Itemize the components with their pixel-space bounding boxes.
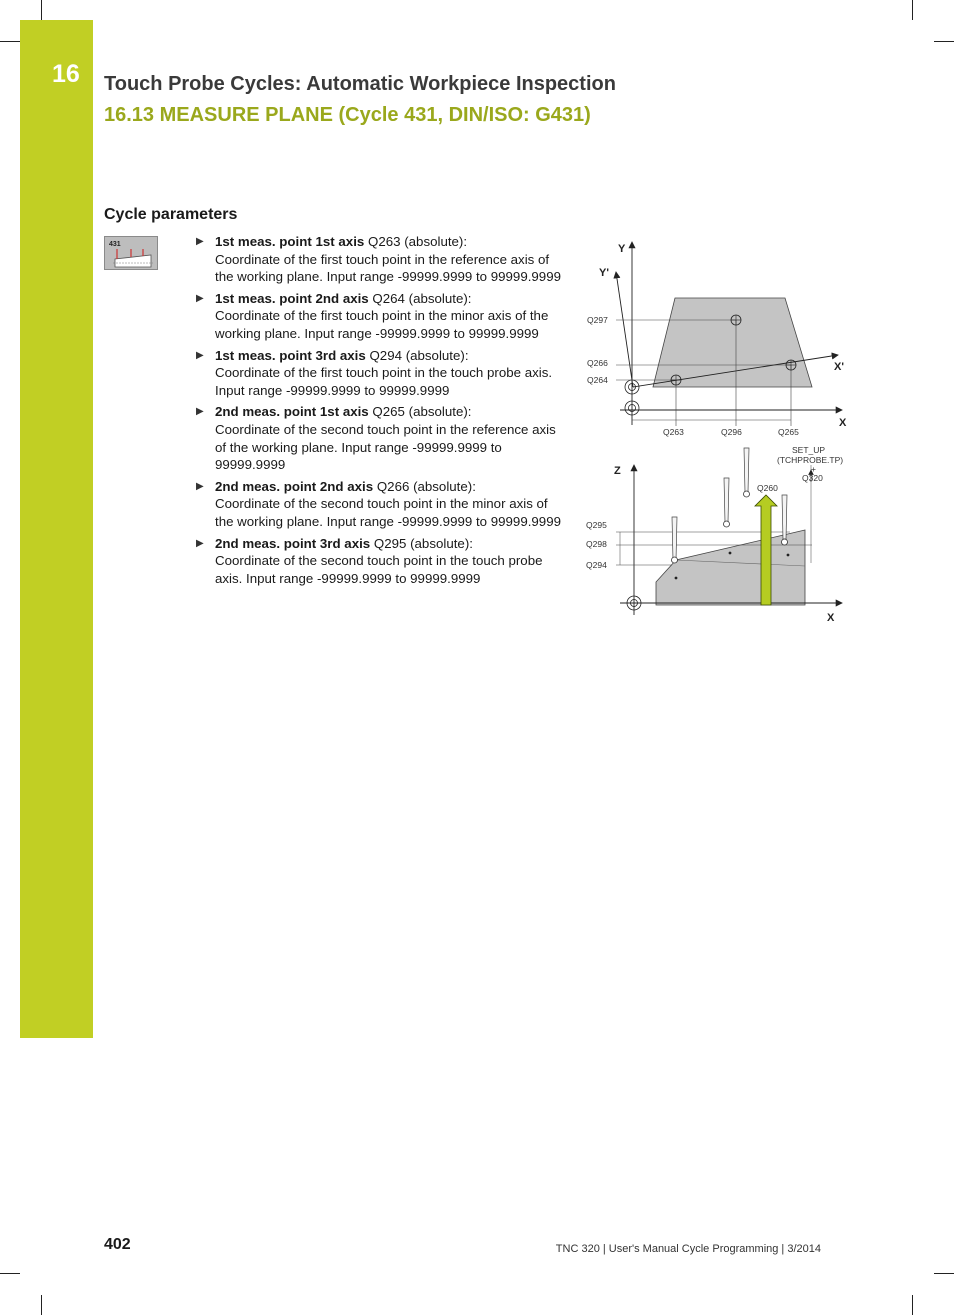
param-code: Q264 (absolute): — [372, 290, 472, 306]
tchprobe-label: (TCHPROBE.TP) — [777, 455, 844, 465]
bullet-arrow-icon: ▶ — [196, 537, 204, 549]
bullet-arrow-icon: ▶ — [196, 480, 204, 492]
bullet-arrow-icon: ▶ — [196, 236, 204, 247]
param-item — [196, 347, 561, 400]
q298-label: Q298 — [586, 539, 607, 549]
q296-label: Q296 — [721, 427, 742, 437]
param-desc: Coordinate of the second touch point in the minor axis of the working plane. Input range -99999.9999 to 99999.9999 — [215, 496, 561, 529]
top-view — [587, 242, 847, 437]
param-code: Q263 (absolute): — [368, 234, 468, 249]
param-code: Q266 (absolute): — [376, 478, 476, 494]
z-axis-label: Z — [614, 465, 621, 477]
q264-label: Q264 — [587, 375, 608, 385]
y-prime-label: Y' — [599, 267, 609, 279]
param-name: 2nd meas. point 1st axis — [215, 404, 369, 420]
param-item — [196, 233, 561, 286]
probe-stylus — [744, 448, 749, 492]
y-axis-label: Y — [618, 243, 626, 255]
probe-stylus — [782, 495, 787, 539]
q265-label: Q265 — [778, 427, 799, 437]
q320-label: Q320 — [802, 473, 823, 483]
crop-mark — [934, 1273, 954, 1274]
chapter-title: Touch Probe Cycles: Automatic Workpiece Inspection — [104, 73, 616, 95]
bullet-arrow-icon: ▶ — [196, 349, 204, 361]
param-desc: Coordinate of the first touch point in the touch probe axis. Input range -99999.9999 to 99999.9999 — [215, 365, 553, 398]
setup-label: SET_UP — [792, 445, 826, 455]
param-name: 1st meas. point 2nd axis — [215, 290, 369, 306]
param-item — [196, 290, 561, 343]
crop-mark — [912, 1295, 913, 1315]
crop-mark — [912, 0, 913, 20]
crop-mark — [0, 1273, 20, 1274]
param-name: 2nd meas. point 2nd axis — [215, 478, 374, 494]
bullet-arrow-icon: ▶ — [196, 406, 204, 418]
q260-label: Q260 — [757, 483, 778, 493]
page-number: 402 — [104, 1236, 131, 1253]
chapter-sidebar — [20, 20, 93, 1038]
param-item — [196, 478, 561, 531]
parameter-list — [196, 233, 561, 591]
x-prime-label: X' — [834, 361, 844, 373]
side-view — [586, 445, 843, 624]
param-desc: Coordinate of the first touch point in the minor axis of the working plane. Input range -99999.9999 to 99999.9999 — [215, 308, 549, 341]
param-name: 2nd meas. point 3rd axis — [215, 535, 371, 551]
param-desc: Coordinate of the second touch point in the touch probe axis. Input range -99999.9999 to 99999.9999 — [215, 553, 543, 586]
param-desc: Coordinate of the second touch point in the reference axis of the working plane. Input range -99999.9999 to 99999.9999 — [215, 421, 556, 473]
q294-label: Q294 — [586, 560, 607, 570]
q295-label: Q295 — [586, 520, 607, 530]
param-item — [196, 535, 561, 588]
param-code: Q294 (absolute): — [369, 347, 469, 363]
probe-stylus — [672, 517, 677, 560]
crop-mark — [41, 1295, 42, 1315]
cycle-431-diagram — [580, 230, 860, 630]
q263-label: Q263 — [663, 427, 684, 437]
param-code: Q295 (absolute): — [373, 535, 473, 551]
x-axis-label: X — [827, 612, 835, 624]
param-item — [196, 403, 561, 473]
cycle-431-icon — [104, 236, 158, 270]
param-code: Q265 (absolute): — [372, 404, 472, 420]
probe-stylus — [724, 478, 729, 522]
chapter-number: 16 — [52, 60, 80, 88]
crop-mark — [41, 0, 42, 20]
icon-label: 431 — [109, 241, 121, 248]
param-desc: Coordinate of the first touch point in the reference axis of the working plane. Input range -99999.9999 to 99999.9999 — [215, 251, 561, 285]
q266-label: Q266 — [587, 358, 608, 368]
section-title: 16.13 MEASURE PLANE (Cycle 431, DIN/ISO: G431) — [104, 104, 591, 126]
param-name: 1st meas. point 1st axis — [215, 234, 365, 249]
crop-mark — [934, 41, 954, 42]
q297-label: Q297 — [587, 315, 608, 325]
footer-text: TNC 320 | User's Manual Cycle Programming | 3/2014 — [555, 1243, 821, 1255]
crop-mark — [0, 41, 20, 42]
cycle-parameters-heading: Cycle parameters — [104, 206, 238, 223]
bullet-arrow-icon: ▶ — [196, 292, 204, 304]
workpiece-top — [653, 298, 812, 387]
plus-label: + — [811, 464, 816, 474]
param-name: 1st meas. point 3rd axis — [215, 347, 366, 363]
x-axis-label: X — [839, 417, 847, 429]
